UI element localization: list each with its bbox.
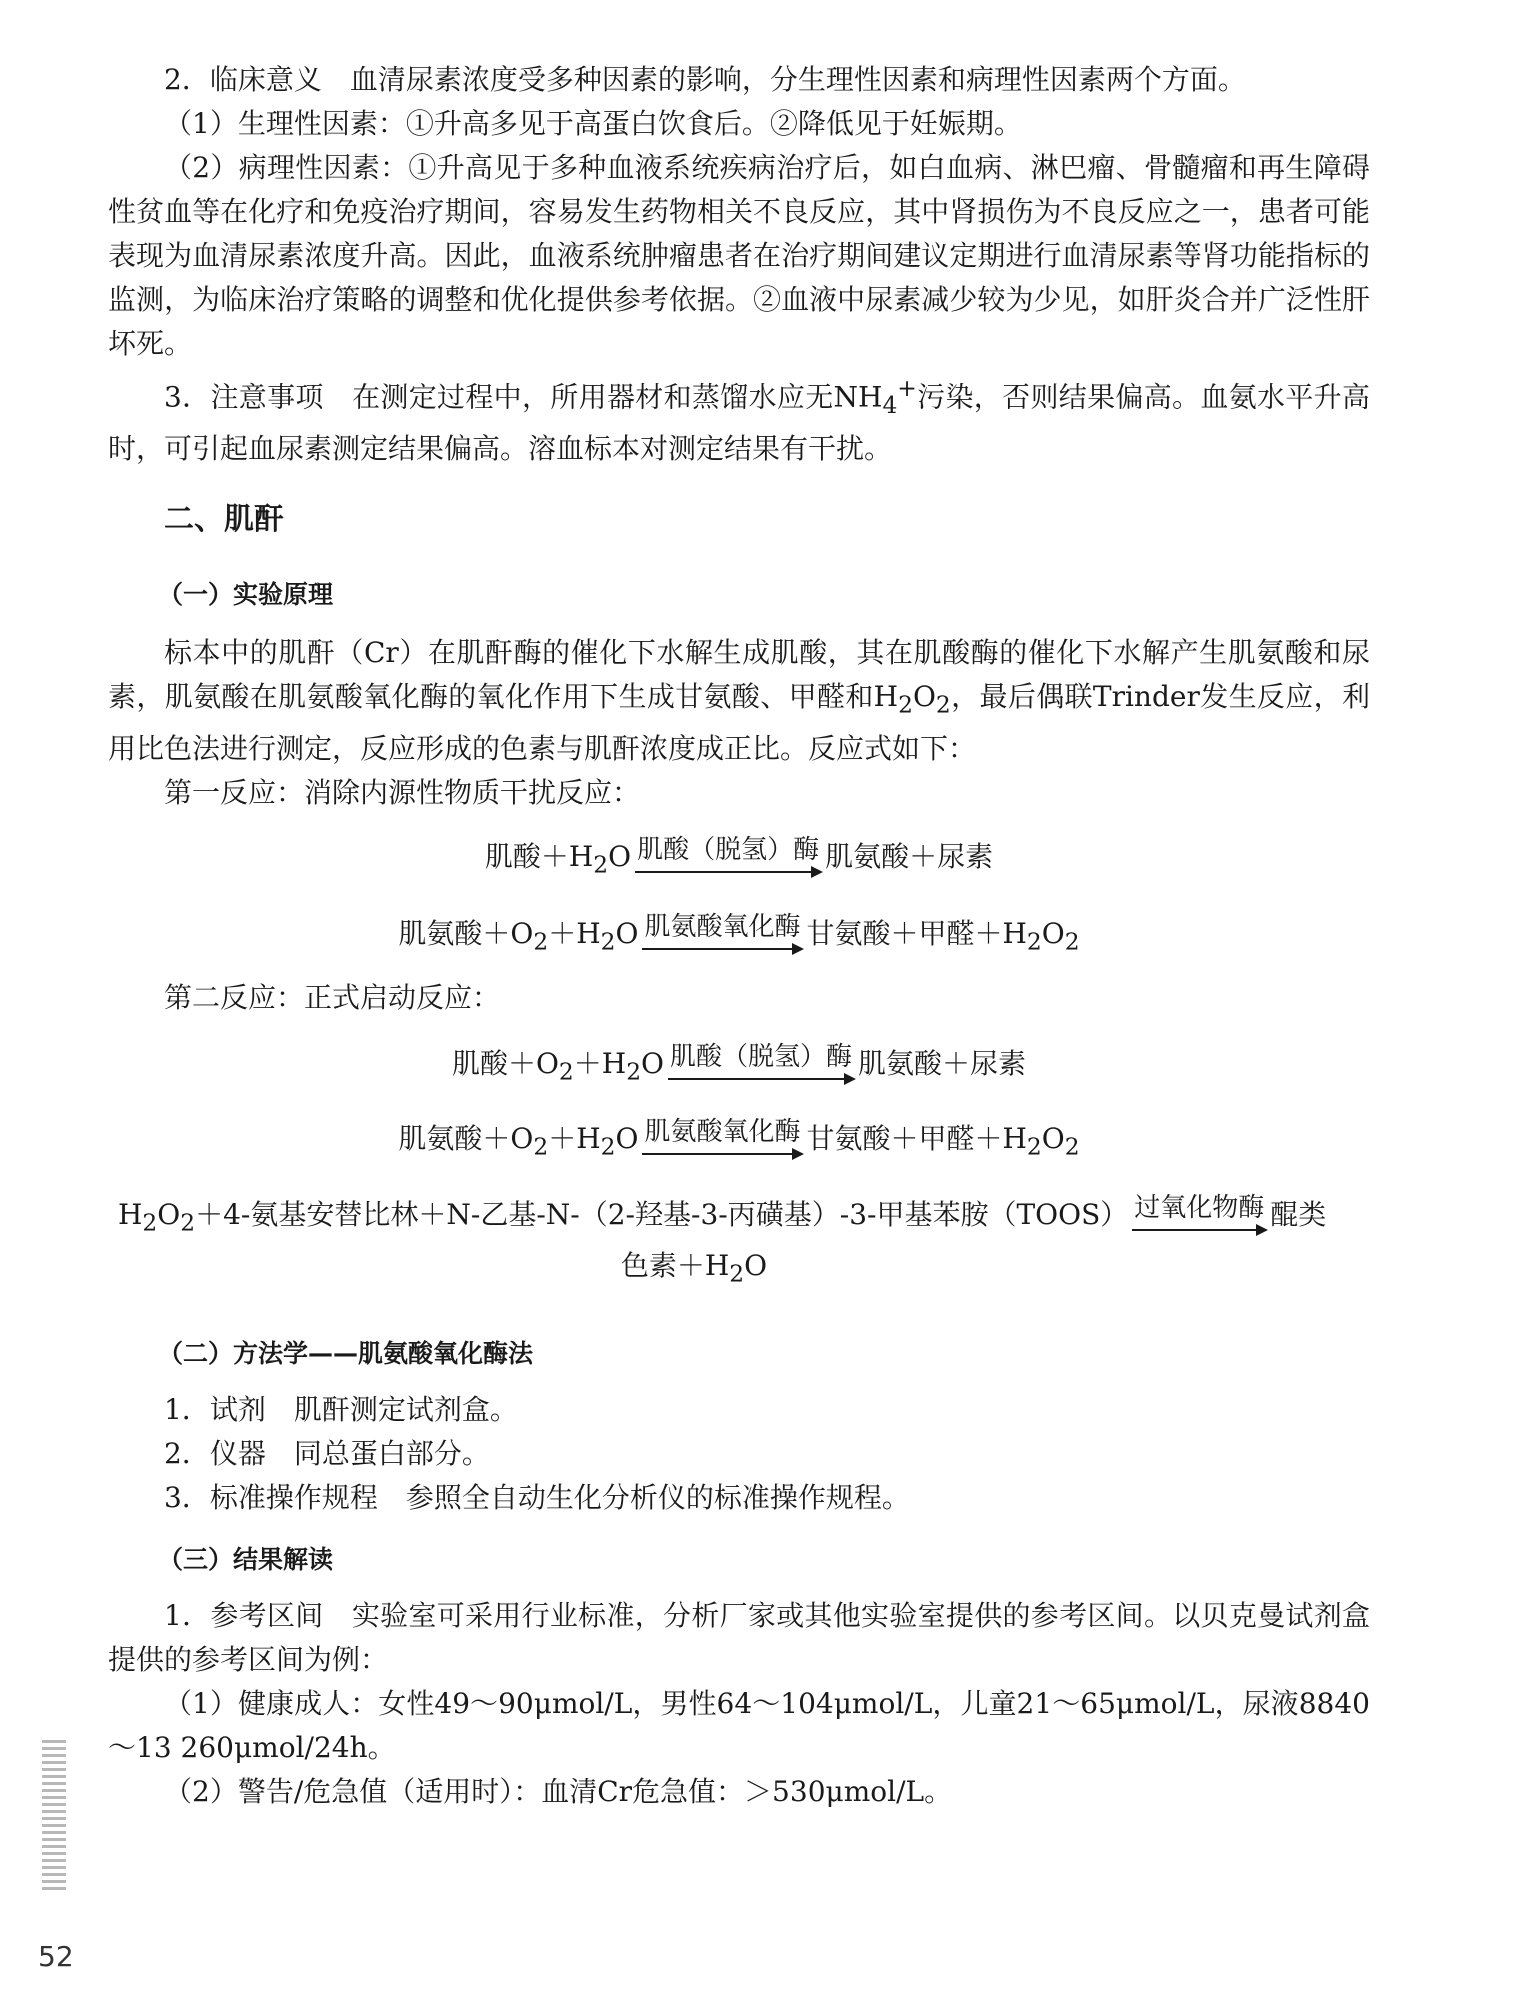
reaction-arrow: 肌酸（脱氢）酶: [666, 1052, 856, 1078]
subsection-title-results: （三）结果解读: [158, 1545, 334, 1575]
page-number: 52: [38, 1940, 74, 1973]
reaction-arrow: 肌酸（脱氢）酶: [633, 845, 823, 871]
equation-3: 肌酸$+O_2+H_2O$ 肌酸（脱氢）酶 肌氨酸＋尿素: [451, 1041, 1027, 1086]
paragraph-principle: 标本中的肌酐（Cr）在肌酐酶的催化下水解生成肌酸，其在肌酸酶的催化下水解产生肌氨酸和尿素，肌氨酸在肌氨酸氧化酶的氧化作用下生成甘氨酸、甲醛和$H_2O_2$，最后偶联Trinder发生反应，利用比色法进行测定，反应形成的色素与肌酐浓度成正比。反应式如下：: [108, 635, 1370, 765]
paragraph-healthy-adults: （1）健康成人：女性49～90μmol/L，男性64～104μmol/L，儿童21～65μmol/L，尿液8840～13 260μmol/24h。: [108, 1687, 1370, 1765]
equation-1: 肌酸$+H_2O$ 肌酸（脱氢）酶 肌氨酸＋尿素: [484, 834, 994, 879]
second-reaction-label: 第二反应：正式启动反应：: [164, 980, 501, 1014]
paragraph-reference-interval: 1．参考区间 实验室可采用行业标准，分析厂家或其他实验室提供的参考区间。以贝克曼试剂盒提供的参考区间为例：: [108, 1599, 1370, 1677]
equation-5: $H_2O_2+4-$氨基安替比林＋N-乙基-N-（2-羟基-3-丙磺基）-3-甲基苯胺（TOOS） 过氧化物酶 醌类: [118, 1192, 1327, 1237]
paragraph-physiological-factors: （1）生理性因素：①升高多见于高蛋白饮食后。②降低见于妊娠期。: [164, 107, 1022, 140]
list-item-instrument: 2．仪器 同总蛋白部分。: [164, 1437, 490, 1471]
section-title-creatinine: 二、肌酐: [164, 501, 284, 537]
equation-5-continued: 色素$+H_2O$: [620, 1249, 768, 1289]
paragraph-critical-value: （2）警告/危急值（适用时）：血清Cr危急值：＞530μmol/L。: [164, 1775, 953, 1809]
equation-4: 肌氨酸$+O_2+H_2O$ 肌氨酸氧化酶 甘氨酸＋甲醛$+H_2O_2$: [398, 1117, 1080, 1161]
paragraph-pathological-factors: （2）病理性因素：①升高见于多种血液系统疾病治疗后，如白血病、淋巴瘤、骨髓瘤和再生障碍性贫血等在化疗和免疫治疗期间，容易发生药物相关不良反应，其中肾损伤为不良反应之一，患者可能表现为血清尿素浓度升高。因此，血液系统肿瘤患者在治疗期间建议定期进行血清尿素等肾功能指标的监测，为临床治疗策略的调整和优化提供参考依据。②血液中尿素减少较为少见，如肝炎合并广泛性肝坏死。: [108, 151, 1370, 360]
paragraph-precautions: 3．注意事项 在测定过程中，所用器材和蒸馏水应无$NH_4^+$污染，否则结果偏高。血氨水平升高时，可引起血尿素测定结果偏高。溶血标本对测定结果有干扰。: [108, 374, 1370, 465]
reaction-arrow: 过氧化物酶: [1130, 1203, 1268, 1229]
list-item-procedure: 3．标准操作规程 参照全自动生化分析仪的标准操作规程。: [164, 1481, 910, 1515]
page-content: [108, 58, 1370, 1814]
subsection-title-methodology: （二）方法学——肌氨酸氧化酶法: [158, 1339, 534, 1369]
first-reaction-label: 第一反应：消除内源性物质干扰反应：: [164, 775, 641, 809]
subsection-title-principle: （一）实验原理: [158, 579, 334, 609]
equation-2: 肌氨酸$+O_2+H_2O$ 肌氨酸氧化酶 甘氨酸＋甲醛$+H_2O_2$: [398, 912, 1080, 956]
reaction-arrow: 肌氨酸氧化酶: [640, 922, 804, 948]
margin-tick-marks: [42, 1740, 66, 1894]
reaction-arrow: 肌氨酸氧化酶: [640, 1127, 804, 1153]
list-item-reagent: 1．试剂 肌酐测定试剂盒。: [164, 1393, 518, 1427]
paragraph-clinical-significance: 2．临床意义 血清尿素浓度受多种因素的影响，分生理性因素和病理性因素两个方面。: [164, 63, 1246, 96]
